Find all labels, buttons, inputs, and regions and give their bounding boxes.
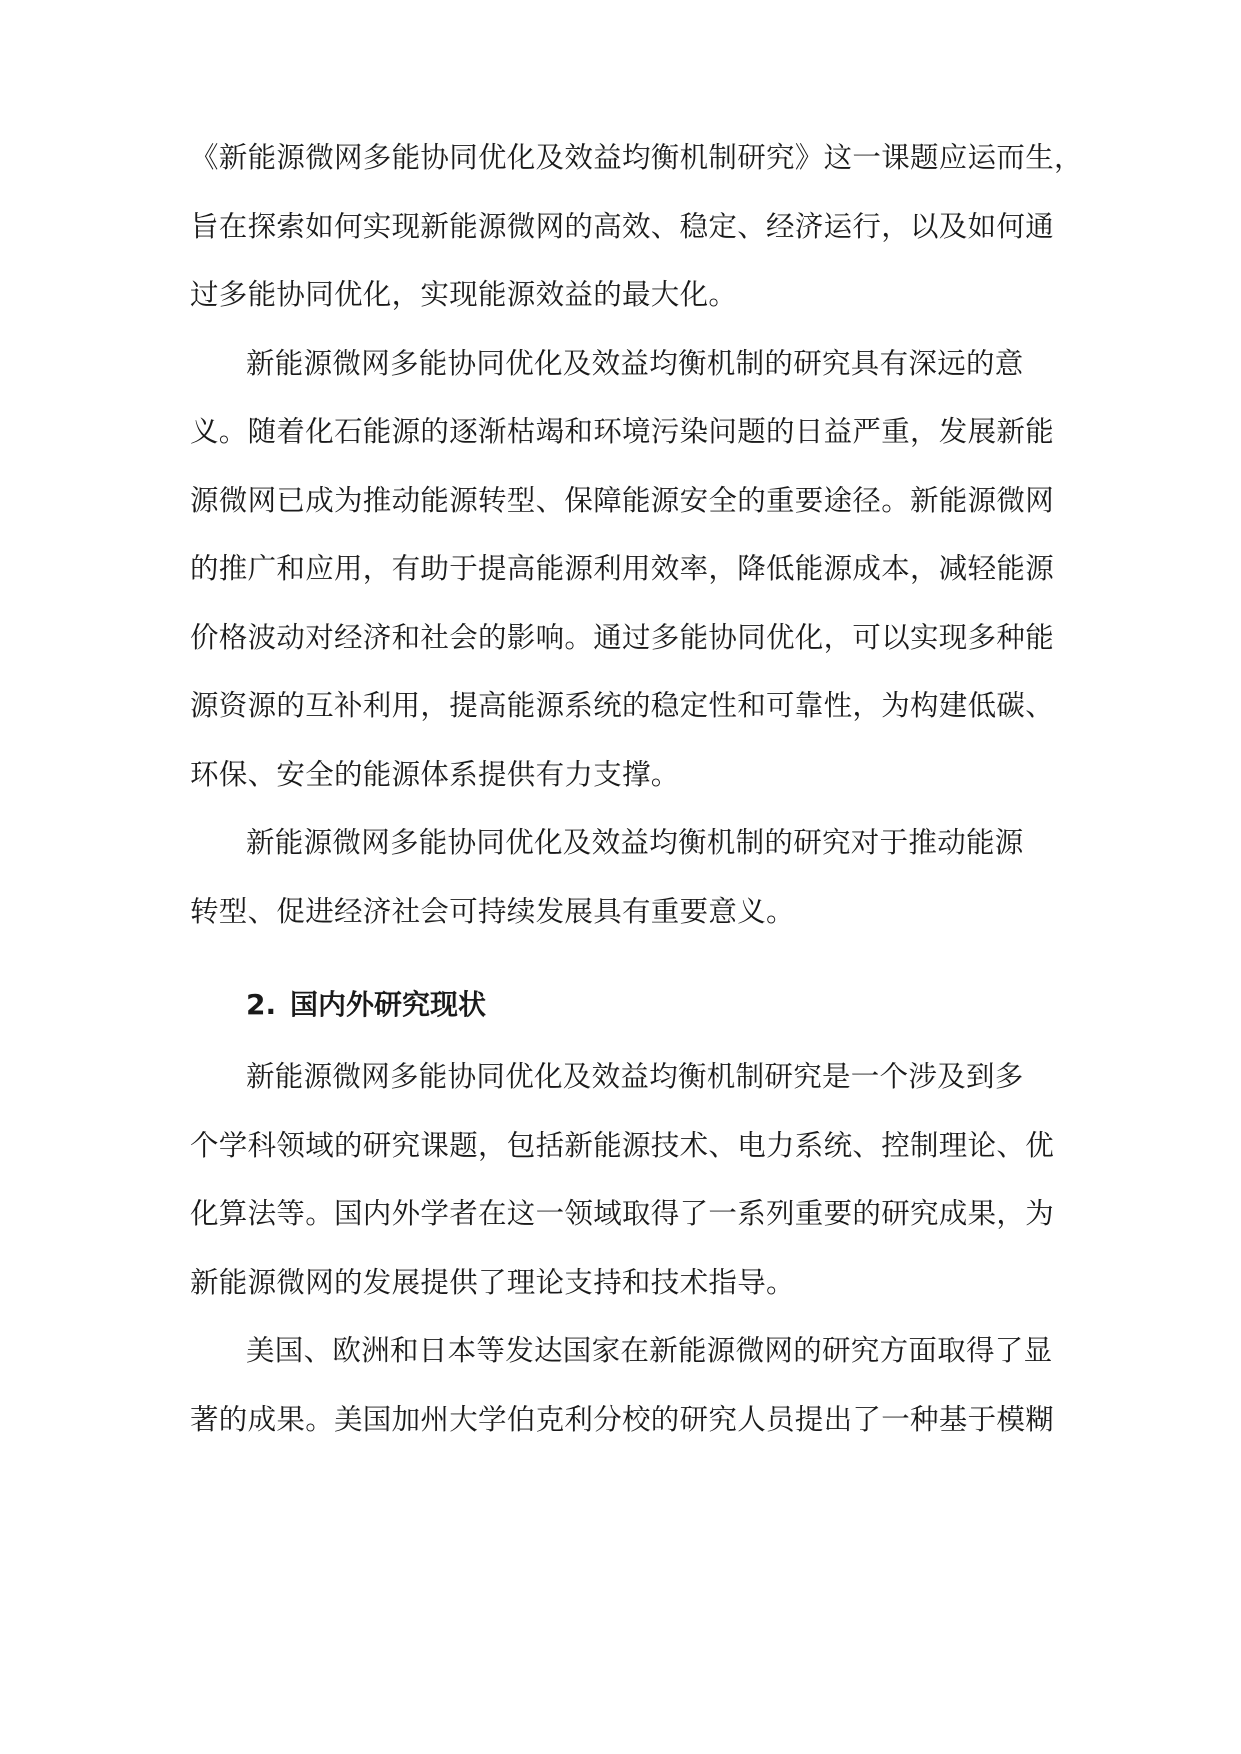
paragraph-line: 义。随着化石能源的逐渐枯竭和环境污染问题的日益严重，发展新能 [190,415,1055,448]
section-title: 国内外研究现状 [290,988,487,1021]
paragraph-line: 的推广和应用，有助于提高能源利用效率，降低能源成本，减轻能源 [190,552,1055,585]
paragraph-line: 个学科领域的研究课题，包括新能源技术、电力系统、控制理论、优 [190,1129,1055,1162]
paragraph-line: 过多能协同优化，实现能源效益的最大化。 [190,278,738,311]
paragraph-line: 新能源微网多能协同优化及效益均衡机制的研究对于推动能源 [246,826,1024,859]
paragraph-line: 著的成果。美国加州大学伯克利分校的研究人员提出了一种基于模糊 [190,1403,1055,1436]
paragraph-line: 价格波动对经济和社会的影响。通过多能协同优化，可以实现多种能 [190,621,1055,654]
paragraph-line: 化算法等。国内外学者在这一领域取得了一系列重要的研究成果，为 [190,1197,1055,1230]
paragraph-line: 转型、促进经济社会可持续发展具有重要意义。 [190,895,795,928]
paragraph-line: 源微网已成为推动能源转型、保障能源安全的重要途径。新能源微网 [190,484,1055,517]
paragraph-line: 旨在探索如何实现新能源微网的高效、稳定、经济运行，以及如何通 [190,210,1055,243]
section-number: 2. [246,988,277,1021]
paragraph-line: 新能源微网多能协同优化及效益均衡机制的研究具有深远的意 [246,347,1024,380]
paragraph-line: 新能源微网多能协同优化及效益均衡机制研究是一个涉及到多 [246,1060,1024,1093]
paragraph-line: 美国、欧洲和日本等发达国家在新能源微网的研究方面取得了显 [246,1334,1053,1367]
paragraph-line: 新能源微网的发展提供了理论支持和技术指导。 [190,1266,795,1299]
paragraph-line: 源资源的互补利用，提高能源系统的稳定性和可靠性，为构建低碳、 [190,689,1055,722]
paragraph-line: 《新能源微网多能协同优化及效益均衡机制研究》这一课题应运而生， [190,141,1083,174]
paragraph-line: 环保、安全的能源体系提供有力支撑。 [190,758,680,791]
section-heading [246,987,486,1023]
